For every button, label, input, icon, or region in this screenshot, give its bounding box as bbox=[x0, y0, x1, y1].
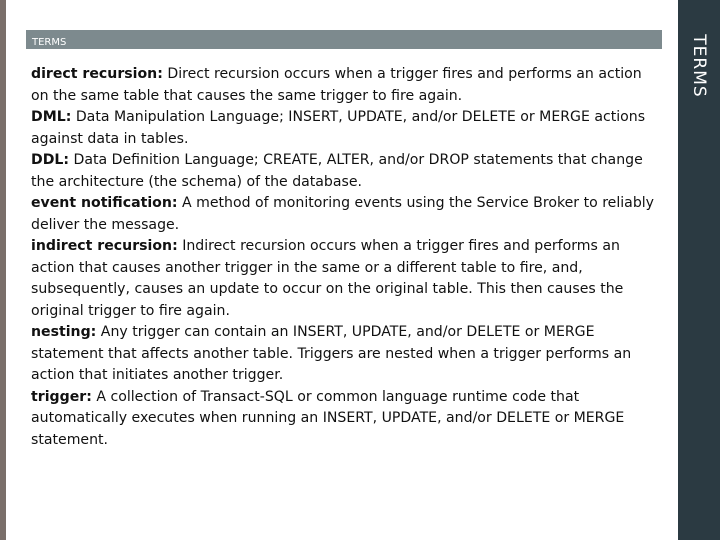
term-definition: Any trigger can contain an INSERT, UPDATE, and/or DELETE or MERGE statement that affects another table. Triggers are nested when a trigger performs an action that initiates another trigger. bbox=[31, 324, 632, 383]
term-definition: A method of monitoring events using the Service Broker to reliably deliver the message. bbox=[31, 195, 655, 233]
term-definition: Indirect recursion occurs when a trigger fires and performs an action that causes another trigger in the same or a different table to fire, and, subsequently, causes an update to occur on the original table. This then causes the original trigger to fire again. bbox=[31, 238, 624, 319]
term-name: event notification: bbox=[31, 195, 178, 211]
side-title: TERMS bbox=[689, 34, 709, 98]
term-name: trigger: bbox=[31, 388, 92, 405]
term-definition: Data Manipulation Language; INSERT, UPDATE, and/or DELETE or MERGE actions against data in tables. bbox=[31, 109, 646, 147]
term-name: DDL: bbox=[31, 152, 70, 168]
term-name: direct recursion: bbox=[31, 66, 163, 82]
term-entry bbox=[31, 387, 659, 452]
term-definition: Data Definition Language; CREATE, ALTER, and/or DROP statements that change the architecture (the schema) of the database. bbox=[31, 152, 643, 190]
term-name: nesting: bbox=[31, 324, 97, 340]
term-definition: A collection of Transact-SQL or common language runtime code that automatically executes when running an INSERT, UPDATE, and/or DELETE or MERGE statement. bbox=[31, 388, 625, 448]
term-entry bbox=[31, 193, 659, 236]
section-header-label: TERMS bbox=[32, 37, 67, 48]
section-header-bar bbox=[26, 30, 662, 49]
left-edge-stripe bbox=[0, 0, 6, 540]
term-entry bbox=[31, 322, 659, 387]
term-entry bbox=[31, 236, 659, 322]
term-name: indirect recursion: bbox=[31, 238, 178, 254]
side-title-panel bbox=[678, 0, 720, 540]
term-definition: Direct recursion occurs when a trigger fires and performs an action on the same table that causes the same trigger to fire again. bbox=[31, 66, 642, 104]
terms-list bbox=[31, 64, 659, 451]
term-entry bbox=[31, 107, 659, 150]
term-name: DML: bbox=[31, 109, 72, 125]
term-entry bbox=[31, 64, 659, 107]
term-entry bbox=[31, 150, 659, 193]
